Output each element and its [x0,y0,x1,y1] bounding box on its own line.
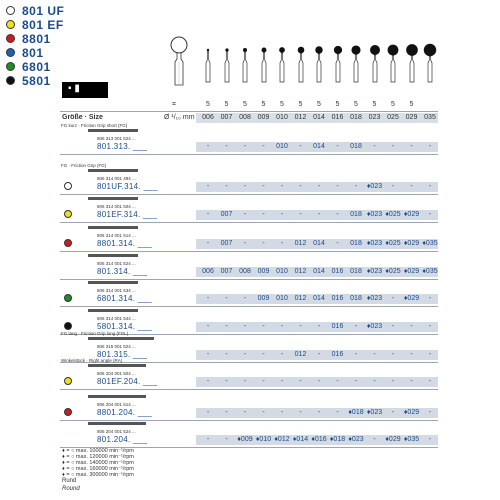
availability-cell: - [262,183,265,190]
divider [60,306,438,307]
availability-cell: 010 [276,295,288,302]
availability-cell: - [410,323,413,330]
availability-cell: - [428,295,432,302]
availability-cell: - [206,351,210,358]
availability-cell: - [243,240,247,247]
availability-cell: 012 [294,240,307,247]
variant-color-dot [6,34,15,43]
pack-count: 5 [335,101,340,108]
availability-cell: - [280,240,284,247]
availability-cell: ♦009 [237,436,253,443]
size-bur-icon [422,38,438,84]
pack-count: 5 [206,101,210,108]
availability-cell: - [243,351,247,358]
variant-label: 801 UF [22,4,65,18]
availability-cell: - [225,183,228,190]
availability-cell: ♦023 [366,240,383,247]
availability-cell: 012 [294,268,307,275]
shank-icon [88,395,146,398]
shape-label-en: Round [62,486,80,492]
size-bur-icon [385,38,401,84]
divider [60,154,438,155]
divider [60,389,438,390]
availability-cell: ♦029 [403,240,420,247]
size-header: 009 [257,114,270,121]
availability-cell: - [299,143,302,150]
article-number: 806 314 001 504 ... [97,204,136,209]
availability-cell: - [243,409,247,416]
availability-cell: - [317,378,321,385]
availability-cell: - [428,143,432,150]
size-header: 012 [294,114,307,121]
order-code: 8801.204. ___ [97,408,153,417]
availability-cell: ♦023 [366,295,383,302]
availability-cell: - [262,409,265,416]
shape-label-de: Rund [62,478,77,484]
order-code: 801.315. ___ [97,350,148,359]
size-header: 010 [276,114,288,121]
availability-cell: - [391,295,395,302]
article-number: 806 204 001 504 ... [97,371,136,376]
availability-cell: - [317,323,321,330]
availability-cell: - [243,323,247,330]
availability-cell: ♦016 [311,436,327,443]
availability-cell: - [206,211,210,218]
availability-cell: - [243,143,247,150]
divider [60,420,438,421]
availability-cell: - [206,323,210,330]
order-code: 5801.314. ___ [97,322,153,331]
availability-cell: - [299,323,302,330]
pack-count: 5 [261,101,266,108]
size-header: 008 [239,114,251,121]
rpm-item: ♦ = ○ max. 100000 min⁻¹/rpm [62,448,134,454]
size-bur-icon [256,38,272,84]
availability-cell: - [428,436,432,443]
availability-cell: - [373,378,376,385]
size-header: 023 [368,114,381,121]
availability-cell: - [262,143,265,150]
availability-cell: - [206,409,210,416]
availability-cell: 006 [202,268,214,275]
shank-icon [88,129,138,132]
availability-cell: - [225,143,228,150]
availability-cell: - [336,183,339,190]
shank-icon [88,281,138,284]
availability-cell: - [225,436,228,443]
availability-cell: ♦012 [274,436,290,443]
availability-cell: - [280,211,284,218]
order-code: 801UF.314. ___ [97,182,158,191]
size-bur-icon [274,38,290,84]
availability-cell: - [336,378,339,385]
size-header: 006 [202,114,214,121]
availability-cell: - [428,378,432,385]
divider [60,222,438,223]
availability-cell: - [262,240,265,247]
pack-count: 5 [372,101,377,108]
order-code: 801EF.314. ___ [97,210,158,219]
availability-cell: - [206,183,210,190]
availability-cell: ♦025 [385,211,401,218]
availability-cell: 018 [350,240,362,247]
order-code: 801EF.204. ___ [97,377,158,386]
rpm-item: ♦ = ○ max. 300000 min⁻¹/rpm [62,472,134,478]
availability-cell: ♦018 [348,409,364,416]
availability-cell: - [262,211,265,218]
order-code: 801.314. ___ [97,267,148,276]
availability-cell: ♦035 [422,240,438,247]
availability-cell: 018 [350,143,362,150]
order-code: 8801.314. ___ [97,239,153,248]
availability-cell: - [280,351,284,358]
variant-color-dot [64,322,72,330]
availability-cell: - [373,436,376,443]
availability-cell: 018 [350,295,362,302]
availability-cell: - [280,183,284,190]
article-number: 806 314 001 514 ... [97,233,136,238]
size-bur-icon [237,38,253,84]
shank-icon [88,226,138,229]
availability-cell: 007 [220,240,233,247]
availability-cell: - [428,409,432,416]
availability-cell: - [225,295,228,302]
availability-cell: ♦029 [403,409,420,416]
availability-cell: 012 [294,351,307,358]
availability-cell: 016 [331,323,344,330]
bur-illustration [163,36,195,86]
divider [60,194,438,195]
availability-cell: 010 [276,268,288,275]
variant-label: 6801 [22,60,51,74]
availability-cell: 018 [350,268,362,275]
availability-cell: - [336,240,339,247]
availability-cell: - [299,183,302,190]
variant-color-dot [64,182,72,190]
pack-count: 5 [224,101,229,108]
availability-cell: ♦014 [292,436,309,443]
article-number: 806 314 001 494 ... [97,176,136,181]
availability-cell: ♦025 [385,240,401,247]
article-number: 806 314 001 544 ... [97,316,136,321]
availability-cell: ♦023 [366,409,383,416]
availability-cell: - [354,183,358,190]
variant-color-dot [64,408,72,416]
pack-count: 5 [298,101,303,108]
variant-label: 801 EF [22,18,64,32]
availability-cell: - [428,183,432,190]
availability-cell: 009 [257,268,270,275]
rpm-item: ♦ = ○ max. 140000 min⁻¹/rpm [62,460,134,466]
availability-cell: - [299,409,302,416]
availability-cell: - [428,323,432,330]
availability-cell: 009 [257,295,270,302]
size-header: 025 [387,114,399,121]
variant-color-dot [6,76,15,85]
shank-icon [88,309,138,312]
size-bur-icon [330,38,346,84]
availability-cell: ♦029 [403,268,420,275]
size-bur-icon [200,38,216,84]
order-code: 801.204. ___ [97,435,148,444]
pack-icon-text: ▪ ▮ [68,83,80,94]
rpm-item: ♦ = ○ max. 160000 min⁻¹/rpm [62,466,134,472]
availability-cell: - [354,378,358,385]
diameter-label: Ø ¹/₁₀ mm [164,114,195,121]
size-header: 018 [350,114,362,121]
availability-cell: - [243,378,247,385]
size-label: Größe · Size [62,114,103,121]
availability-cell: - [280,323,284,330]
size-header: 029 [405,114,418,121]
availability-cell: ♦035 [403,436,420,443]
shank-type-note: FG lang · Friction Grip long (FGL) [61,331,129,336]
availability-cell: 014 [313,240,325,247]
availability-cell: ♦010 [255,436,272,443]
divider [60,279,438,280]
variant-label: 5801 [22,74,51,88]
availability-cell: - [225,409,228,416]
variant-label: 8801 [22,32,51,46]
availability-cell: 014 [313,143,325,150]
availability-cell: ♦029 [403,295,420,302]
shank-type-note: Winkelstück · Right angle (RA) [61,358,123,363]
availability-cell: ♦035 [422,268,438,275]
availability-cell: - [336,409,339,416]
availability-cell: - [336,211,339,218]
size-bur-icon [293,38,309,84]
availability-cell: - [336,143,339,150]
availability-cell: ♦023 [348,436,364,443]
article-number: 806 315 001 524 ... [97,344,136,349]
availability-cell: - [354,351,358,358]
availability-cell: - [410,143,413,150]
availability-cell: - [206,378,210,385]
variant-color-dot [6,20,15,29]
availability-cell: ♦023 [366,183,383,190]
variant-color-dot [6,6,15,15]
availability-cell: 016 [331,268,344,275]
availability-cell: - [243,183,247,190]
availability-cell: ♦023 [366,268,383,275]
variant-label: 801 [22,46,44,60]
availability-cell: - [206,240,210,247]
availability-cell: - [280,378,284,385]
availability-cell: - [262,351,265,358]
pack-count-icon: ⌗ [172,101,176,108]
pack-count: 5 [409,101,414,108]
availability-cell: ♦023 [366,211,383,218]
shank-icon [88,254,138,257]
availability-cell: - [206,295,210,302]
availability-cell: - [373,351,376,358]
shank-icon [88,197,138,200]
availability-cell: - [354,323,358,330]
article-number: 806 314 001 534 ... [97,288,136,293]
availability-cell: 016 [331,351,344,358]
size-header: 014 [313,114,325,121]
size-header: 007 [220,114,233,121]
availability-cell: ♦029 [403,211,420,218]
availability-cell: - [391,323,395,330]
availability-cell: - [410,183,413,190]
availability-cell: - [317,351,321,358]
rpm-item: ♦ = ○ max. 120000 min⁻¹/rpm [62,454,134,460]
availability-cell: - [317,409,321,416]
shank-icon [88,169,138,172]
availability-cell: 014 [313,268,325,275]
article-number: 806 204 001 514 ... [97,402,136,407]
variant-color-dot [64,239,72,247]
availability-cell: 014 [313,295,325,302]
availability-cell: - [428,211,432,218]
variant-color-dot [64,377,72,385]
size-header: 016 [331,114,344,121]
variant-color-dot [6,48,15,57]
availability-cell: - [206,436,210,443]
variant-color-dot [64,294,72,302]
availability-cell: 007 [220,268,233,275]
availability-cell: - [243,211,247,218]
availability-cell: 007 [220,211,233,218]
availability-cell: 018 [350,211,362,218]
article-number: 806 204 001 524 ... [97,429,136,434]
shank-icon [88,422,146,425]
size-bur-icon [404,38,420,84]
availability-cell: ♦023 [366,323,383,330]
availability-cell: - [373,143,376,150]
availability-cell: - [243,295,247,302]
availability-cell: - [391,351,395,358]
availability-cell: - [225,323,228,330]
pack-count: 5 [243,101,247,108]
shank-icon [88,337,154,340]
size-bur-icon [219,38,235,84]
pack-count: 5 [317,101,321,108]
availability-cell: - [299,378,302,385]
article-number: 806 314 001 524 ... [97,261,136,266]
shank-type-note: FG · Friction Grip (FG) [61,163,107,168]
variant-color-dot [64,210,72,218]
availability-cell: - [391,409,395,416]
pack-count: 5 [391,101,395,108]
availability-cell: 012 [294,295,307,302]
shank-type-note: FG kurz · Friction Grip short (FG) [61,123,128,128]
availability-cell: - [206,143,210,150]
availability-cell: - [280,409,284,416]
size-bur-icon [367,38,383,84]
availability-cell: - [428,351,432,358]
order-code: 6801.314. ___ [97,294,153,303]
availability-cell: 016 [331,295,344,302]
availability-cell: - [299,211,302,218]
pack-icon [62,82,108,98]
availability-cell: - [225,351,228,358]
availability-cell: - [391,378,395,385]
pack-count: 5 [354,101,358,108]
availability-cell: - [391,143,395,150]
availability-cell: 010 [276,143,288,150]
availability-cell: ♦018 [329,436,346,443]
shank-icon [88,364,146,367]
availability-cell: - [317,183,321,190]
availability-cell: - [317,211,321,218]
variant-color-dot [6,62,15,71]
size-header: 035 [424,114,436,121]
pack-count: 5 [280,101,284,108]
article-number: 806 313 001 524 ... [97,136,136,141]
availability-cell: - [410,378,413,385]
availability-cell: ♦029 [385,436,401,443]
size-bur-icon [311,38,327,84]
divider [60,251,438,252]
size-bur-icon [348,38,364,84]
divider [60,111,438,112]
availability-cell: - [391,183,395,190]
order-code: 801.313. ___ [97,142,148,151]
availability-cell: - [410,351,413,358]
availability-cell: - [262,378,265,385]
availability-cell: - [225,378,228,385]
availability-cell: 008 [239,268,251,275]
availability-cell: ♦025 [385,268,401,275]
availability-cell: - [262,323,265,330]
